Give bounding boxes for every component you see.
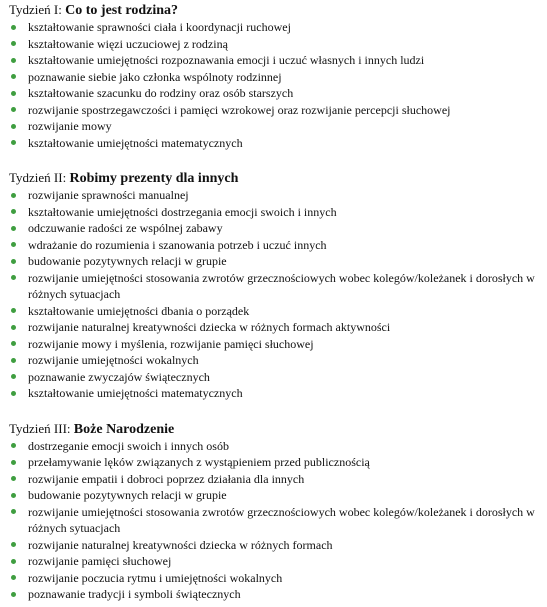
list-item-text: rozwijanie pamięci słuchowej bbox=[28, 554, 172, 568]
bullet-icon bbox=[11, 493, 16, 498]
list-item bbox=[0, 352, 547, 369]
week-section bbox=[0, 168, 547, 402]
list-item-text: kształtowanie umiejętności matematycznych bbox=[28, 135, 243, 150]
bullet-icon bbox=[11, 509, 16, 514]
bullet-icon bbox=[11, 193, 16, 198]
list-item bbox=[0, 52, 547, 69]
bullet-icon bbox=[11, 575, 16, 580]
bullet-icon bbox=[11, 25, 16, 30]
bullet-icon bbox=[11, 74, 16, 79]
list-item bbox=[0, 487, 547, 504]
list-item bbox=[0, 438, 547, 455]
section-spacer bbox=[0, 402, 547, 419]
week-heading bbox=[9, 168, 547, 187]
list-item-text: rozwijanie umiejętności wokalnych bbox=[28, 353, 199, 367]
list-item-text: kształtowanie szacunku do rodziny oraz osób starszych bbox=[28, 86, 294, 100]
list-item-text: rozwijanie mowy bbox=[28, 119, 112, 133]
bullet-icon bbox=[11, 226, 16, 231]
week-label: Tydzień II: bbox=[9, 170, 67, 185]
bullet-icon bbox=[11, 460, 16, 465]
bullet-icon bbox=[11, 374, 16, 379]
list-item-text: kształtowanie umiejętności dbania o porządek bbox=[28, 303, 250, 318]
list-item-text: kształtowanie sprawności ciała i koordynacji ruchowej bbox=[28, 20, 291, 34]
goals-list bbox=[0, 438, 547, 603]
list-item-text: poznawanie tradycji i symboli świątecznych bbox=[28, 587, 241, 601]
bullet-icon bbox=[11, 275, 16, 280]
list-item bbox=[0, 85, 547, 102]
list-item-text: poznawanie siebie jako członka wspólnoty rodzinnej bbox=[28, 69, 282, 84]
list-item bbox=[0, 187, 547, 204]
list-item bbox=[0, 253, 547, 270]
week-heading bbox=[9, 0, 547, 19]
list-item-text: przełamywanie lęków związanych z wystąpieniem przed publicznością bbox=[28, 455, 370, 469]
list-item-text: dostrzeganie emocji swoich i innych osób bbox=[28, 438, 229, 453]
list-item-text: rozwijanie naturalnej kreatywności dziecka w różnych formach bbox=[28, 537, 333, 552]
bullet-icon bbox=[11, 341, 16, 346]
bullet-icon bbox=[11, 592, 16, 597]
bullet-icon bbox=[11, 476, 16, 481]
bullet-icon bbox=[11, 559, 16, 564]
list-item bbox=[0, 319, 547, 336]
list-item bbox=[0, 19, 547, 36]
list-item-text: budowanie pozytywnych relacji w grupie bbox=[28, 488, 227, 502]
list-item bbox=[0, 102, 547, 119]
bullet-icon bbox=[11, 91, 16, 96]
list-item bbox=[0, 69, 547, 86]
list-item bbox=[0, 135, 547, 152]
week-title: Co to jest rodzina? bbox=[65, 3, 179, 18]
week-section bbox=[0, 419, 547, 603]
list-item-text: rozwijanie empatii i dobroci poprzez działania dla innych bbox=[28, 471, 305, 486]
list-item-text: rozwijanie mowy i myślenia, rozwijanie pamięci słuchowej bbox=[28, 336, 314, 351]
list-item bbox=[0, 537, 547, 554]
bullet-icon bbox=[11, 542, 16, 547]
week-title: Boże Narodzenie bbox=[73, 421, 175, 437]
list-item-text: rozwijanie poczucia rytmu i umiejętności wokalnych bbox=[28, 570, 283, 585]
goals-list bbox=[0, 19, 547, 151]
list-item bbox=[0, 204, 547, 221]
bullet-icon bbox=[11, 41, 16, 46]
week-label: Tydzień III: bbox=[9, 420, 71, 436]
list-item bbox=[0, 336, 547, 353]
bullet-icon bbox=[11, 58, 16, 63]
week-heading bbox=[9, 419, 547, 438]
bullet-icon bbox=[11, 358, 16, 363]
bullet-icon bbox=[11, 242, 16, 247]
list-item-text: poznawanie zwyczajów świątecznych bbox=[28, 369, 210, 384]
bullet-icon bbox=[11, 325, 16, 330]
list-item-text: budowanie pozytywnych relacji w grupie bbox=[28, 254, 227, 268]
list-item-text: rozwijanie umiejętności stosowania zwrotów grzecznościowych wobec kolegów/koleżanek i dorosłych w różnych sytuacjach bbox=[28, 270, 535, 301]
list-item bbox=[0, 504, 547, 537]
list-item-text: rozwijanie sprawności manualnej bbox=[28, 188, 189, 202]
bullet-icon bbox=[11, 443, 16, 448]
bullet-icon bbox=[11, 308, 16, 313]
bullet-icon bbox=[11, 124, 16, 129]
list-item bbox=[0, 454, 547, 471]
bullet-icon bbox=[11, 391, 16, 396]
list-item bbox=[0, 385, 547, 402]
bullet-icon bbox=[11, 107, 16, 112]
list-item-text: kształtowanie więzi uczuciowej z rodziną bbox=[28, 36, 228, 51]
list-item bbox=[0, 303, 547, 320]
bullet-icon bbox=[11, 209, 16, 214]
list-item bbox=[0, 270, 547, 303]
section-spacer bbox=[0, 151, 547, 168]
list-item bbox=[0, 237, 547, 254]
list-item-text: wdrażanie do rozumienia i szanowania potrzeb i uczuć innych bbox=[28, 237, 327, 252]
list-item bbox=[0, 553, 547, 570]
list-item-text: kształtowanie umiejętności dostrzegania emocji swoich i innych bbox=[28, 204, 337, 219]
list-item-text: kształtowanie umiejętności rozpoznawania emocji i uczuć własnych i innych ludzi bbox=[28, 53, 425, 67]
list-item bbox=[0, 118, 547, 135]
list-item-text: rozwijanie umiejętności stosowania zwrotów grzecznościowych wobec kolegów/koleżanek i dorosłych w różnych sytuacjach bbox=[28, 504, 535, 535]
week-title: Robimy prezenty dla innych bbox=[69, 171, 239, 186]
goals-list bbox=[0, 187, 547, 402]
bullet-icon bbox=[11, 259, 16, 264]
list-item-text: odczuwanie radości ze wspólnej zabawy bbox=[28, 221, 223, 235]
week-label: Tydzień I: bbox=[9, 2, 62, 17]
week-section bbox=[0, 0, 547, 151]
list-item bbox=[0, 570, 547, 587]
list-item-text: kształtowanie umiejętności matematycznych bbox=[28, 386, 243, 400]
list-item-text: rozwijanie spostrzegawczości i pamięci wzrokowej oraz rozwijanie percepcji słuchowej bbox=[28, 102, 451, 117]
list-item bbox=[0, 369, 547, 386]
bullet-icon bbox=[11, 140, 16, 145]
list-item-text: rozwijanie naturalnej kreatywności dziecka w różnych formach aktywności bbox=[28, 320, 391, 334]
list-item bbox=[0, 471, 547, 488]
list-item bbox=[0, 586, 547, 603]
list-item bbox=[0, 36, 547, 53]
list-item bbox=[0, 220, 547, 237]
